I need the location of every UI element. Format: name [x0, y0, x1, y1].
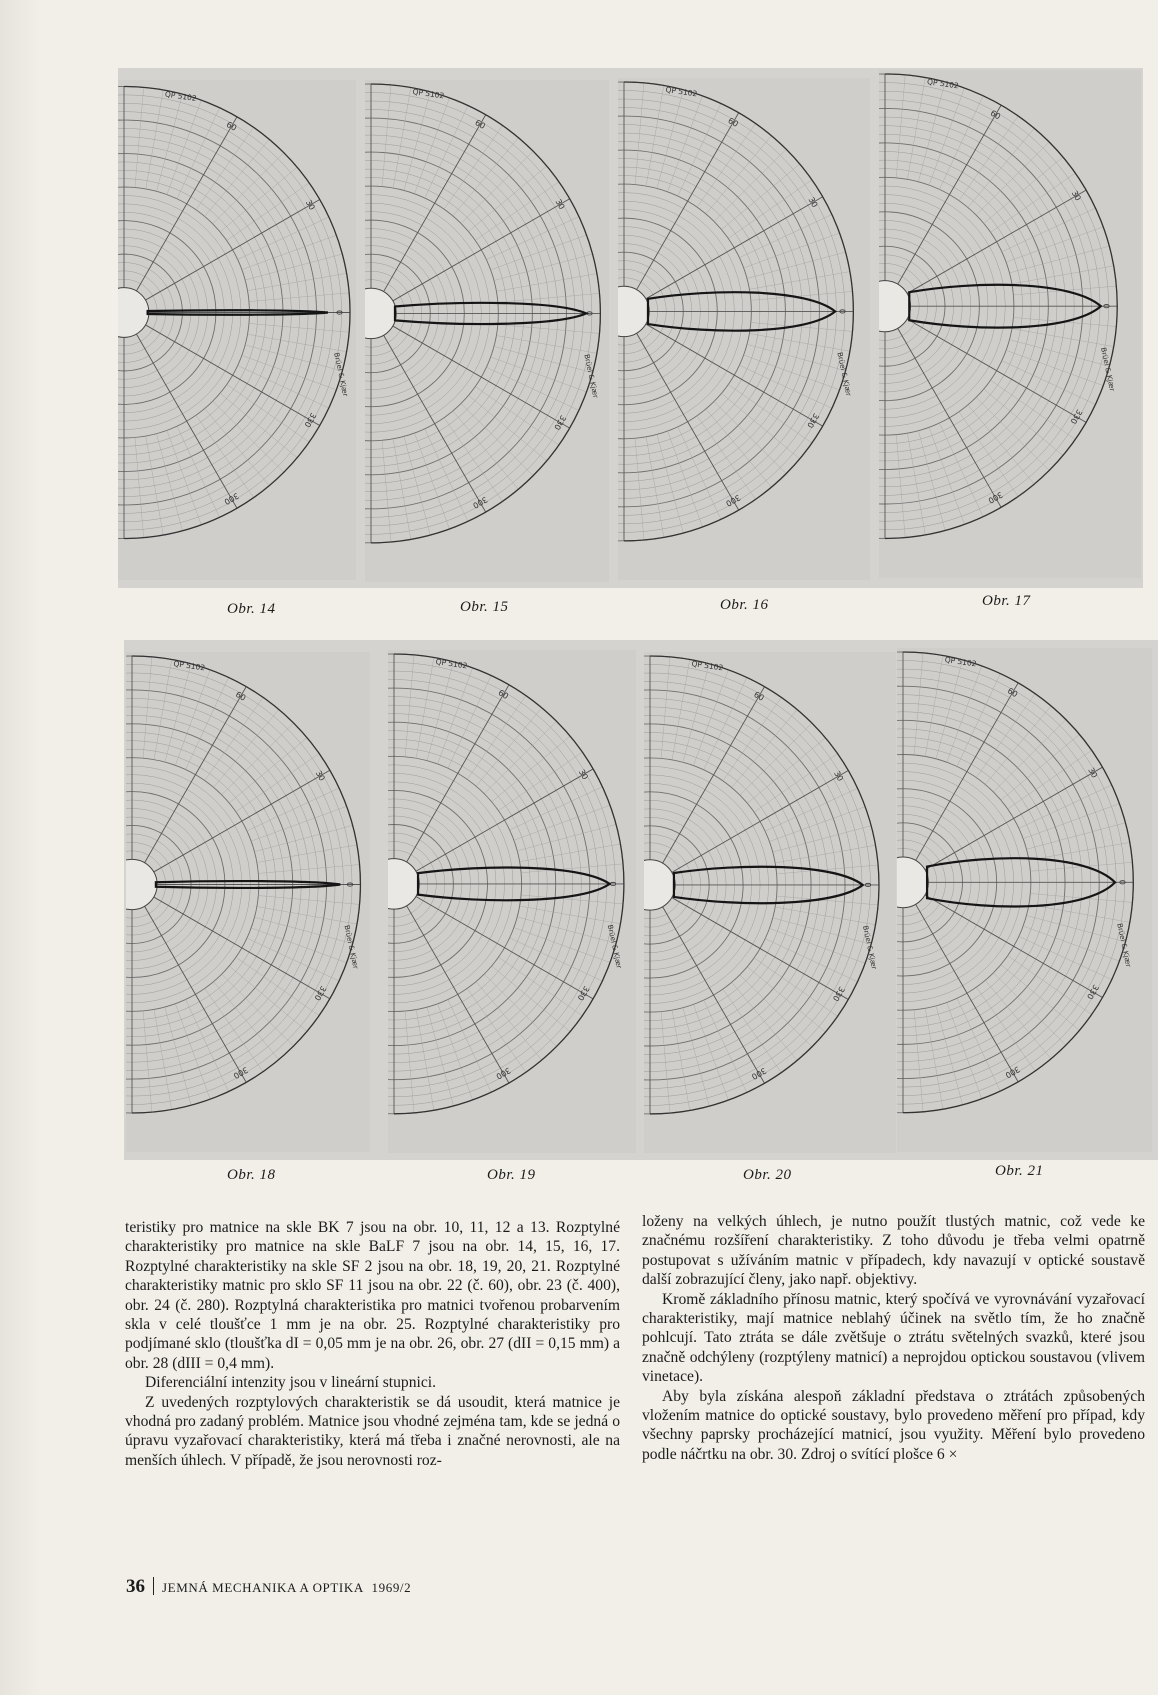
angle-tick-label: 30	[1069, 189, 1083, 203]
polar-plot	[879, 70, 1141, 578]
polar-plot	[118, 80, 356, 580]
page-edge-shade	[0, 0, 42, 1695]
angle-tick-label: 330	[1068, 407, 1084, 426]
chart-paper-label: QP 5102	[690, 659, 724, 673]
polar-chart-svg	[118, 80, 356, 580]
angle-tick-label: 330	[552, 413, 568, 432]
journal-issue: 1969/2	[371, 1580, 412, 1595]
polar-chart-svg	[365, 80, 609, 582]
angle-tick-label: 0	[344, 881, 354, 888]
center-hub	[365, 288, 396, 338]
angle-tick-label: 300	[724, 492, 742, 509]
chart-paper-label: QP 5102	[944, 655, 978, 669]
polar-chart-svg	[388, 650, 636, 1153]
paragraph: Kromě základního přínosu matnic, který spočívá ve vyrovnávání vyzařovací charakteristiky, mají matnice neblahý účinek na světlo tím, že ho značně pohlcují. Tato ztráta se dále zvětšuje o ztrátu světelných svazků, které jsou značně odchýleny (rozptýleny matnicí) a neprojdou optickou soustavou (vlivem vinetace).	[642, 1290, 1145, 1386]
figure-caption: Obr. 15	[460, 599, 509, 615]
angle-tick-label: 330	[575, 984, 592, 1003]
journal-title: JEMNÁ MECHANIKA A OPTIKA	[162, 1580, 364, 1595]
angle-tick-label: 30	[553, 197, 567, 212]
angle-tick-label: 0	[837, 308, 847, 314]
angle-tick-label: 330	[830, 984, 847, 1003]
radial-gridlines	[371, 84, 600, 543]
polar-plot	[897, 648, 1152, 1152]
angle-tick-label: 0	[1117, 879, 1127, 885]
chart-maker-label: Brüel & Kjær	[1115, 922, 1133, 968]
text-column-left	[125, 1218, 620, 1470]
angle-tick-label: 330	[1084, 983, 1101, 1001]
figure-caption: Obr. 14	[227, 601, 276, 617]
chart-paper-label: QP 5102	[926, 77, 960, 91]
radial-gridlines	[903, 652, 1133, 1113]
angle-tick-label: 30	[806, 195, 820, 210]
paragraph: Diferenciální intenzity jsou v lineární stupnici.	[145, 1374, 437, 1392]
figure-caption: Obr. 21	[995, 1163, 1044, 1179]
radial-gridlines	[650, 656, 879, 1114]
figure-caption: Obr. 16	[720, 597, 769, 613]
figure-caption: Obr. 19	[487, 1167, 536, 1183]
angle-tick-label: 0	[863, 882, 873, 888]
angle-tick-label: 0	[608, 881, 618, 887]
angle-tick-label: 30	[313, 769, 327, 783]
paragraph: loženy na velkých úhlech, je nutno použít tlustých matnic, což vede ke značnému rozšíření charakteristiky. Z toho důvodu je třeba velmi opatrně postupovat s užíváním matnic v případech, kdy navazují v optické soustavě další zobrazující členy, jako např. objektivy.	[642, 1213, 1145, 1289]
figure-caption: Obr. 17	[982, 593, 1031, 609]
polar-plot	[618, 78, 870, 580]
angle-tick-label: 300	[231, 1064, 250, 1081]
center-hub	[118, 288, 149, 338]
angle-tick-label: 60	[224, 119, 239, 133]
angle-tick-label: 300	[222, 490, 241, 507]
radial-gridlines	[132, 656, 361, 1113]
center-hub	[126, 859, 157, 909]
chart-maker-label: Brüel & Kjær	[835, 351, 853, 397]
angle-tick-label: 60	[726, 116, 740, 129]
polar-plot	[388, 650, 636, 1153]
paragraph: Aby byla získána alespoň základní představa o ztrátách způsobených vložením matnice do optické soustavy, bylo provedeno měření pro případ, kdy všechny paprsky procházející matnicí, jsou využity. Měření bylo provedeno podle náčrtku na obr. 30. Zdroj o svítící plošce 6 ×	[642, 1387, 1145, 1463]
chart-paper-label: QP 5102	[435, 657, 468, 671]
angle-tick-label: 300	[471, 494, 489, 511]
angle-tick-label: 30	[576, 767, 590, 782]
center-hub	[388, 859, 419, 910]
polar-chart-svg	[879, 70, 1141, 578]
angle-tick-label: 60	[233, 689, 248, 703]
angle-tick-label: 0	[1101, 303, 1111, 309]
angle-tick-label: 300	[986, 489, 1005, 506]
angle-tick-label: 330	[302, 411, 318, 429]
angle-tick-label: 30	[1086, 766, 1100, 780]
paragraph: teristiky pro matnice na skle BK 7 jsou na obr. 10, 11, 12 a 13. Rozptylné charakteristiky pro matnice na skle BaLF 7 jsou na obr. 14, 15, 16, 17. Rozptylné charakteristiky na skle SF 2 jsou na obr. 18, 19, 20, 21. Rozptylné charakteristiky matnic pro sklo SF 11 jsou na obr. 22 (č. 60), obr. 23 (č. 400), obr. 24 (č. 280). Rozptylná charakteristika pro matnici tvořenou probarvením skla v celé tloušťce 1 mm je na obr. 25. Rozptylné charakteristiky pro podjímané sklo (tloušťka dI = 0,05 mm je na obr. 26, obr. 27 (dII = 0,15 mm) a obr. 28 (dIII = 0,4 mm).	[125, 1219, 620, 1372]
center-hub	[644, 860, 675, 910]
chart-paper-label: QP 5102	[665, 85, 698, 99]
angle-tick-label: 300	[749, 1065, 768, 1082]
chart-paper-label: QP 5102	[164, 89, 198, 103]
center-hub	[879, 281, 911, 332]
polar-plot	[365, 80, 609, 582]
polar-chart-svg	[644, 652, 896, 1153]
figure-caption: Obr. 20	[743, 1167, 792, 1183]
angle-tick-label: 60	[988, 108, 1003, 122]
footer-divider	[153, 1577, 154, 1595]
chart-maker-label: Brüel & Kjær	[332, 351, 350, 398]
polar-chart-svg	[126, 652, 370, 1152]
chart-maker-label: Brüel & Kjær	[1099, 346, 1117, 393]
angle-tick-label: 330	[805, 411, 821, 430]
angle-tick-label: 300	[1003, 1064, 1022, 1080]
center-hub	[897, 857, 928, 908]
angle-tick-label: 60	[1005, 686, 1020, 700]
page-number: 36	[126, 1576, 145, 1597]
angle-tick-label: 60	[752, 689, 766, 703]
figure-caption: Obr. 18	[227, 1167, 276, 1183]
chart-paper-label: QP 5102	[172, 659, 206, 673]
polar-chart-svg	[618, 78, 870, 580]
polar-chart-svg	[897, 648, 1152, 1152]
chart-paper-label: QP 5102	[412, 87, 445, 101]
chart-maker-label: Brüel & Kjær	[342, 924, 360, 970]
angle-tick-label: 60	[473, 118, 487, 131]
angle-tick-label: 30	[832, 769, 846, 783]
paragraph: Z uvedených rozptylových charakteristik se dá usoudit, která matnice je vhodná pro zadaný problém. Matnice jsou vhodné zejména tam, kde se jedná o úpravu vyzařovací charakteristiky, která má třeba i značné nerovnosti, ale na menších úhlech. V případě, že jsou nerovnosti roz-	[125, 1393, 620, 1469]
radial-gridlines	[394, 654, 624, 1114]
chart-maker-label: Brüel & Kjær	[605, 924, 623, 970]
angle-tick-label: 0	[584, 310, 594, 316]
angle-tick-label: 0	[334, 309, 344, 316]
page-footer	[126, 1576, 411, 1598]
radial-gridlines	[624, 82, 853, 541]
text-column-right	[642, 1212, 1145, 1464]
polar-plot	[126, 652, 370, 1152]
angle-tick-label: 30	[303, 198, 317, 212]
chart-maker-label: Brüel & Kjær	[582, 353, 600, 399]
center-hub	[618, 286, 649, 336]
angle-tick-label: 330	[312, 984, 328, 1003]
angle-tick-label: 300	[494, 1065, 513, 1081]
chart-maker-label: Brüel & Kjær	[860, 924, 879, 971]
angle-tick-label: 60	[496, 688, 510, 702]
radial-gridlines	[885, 74, 1117, 538]
polar-plot	[644, 652, 896, 1153]
